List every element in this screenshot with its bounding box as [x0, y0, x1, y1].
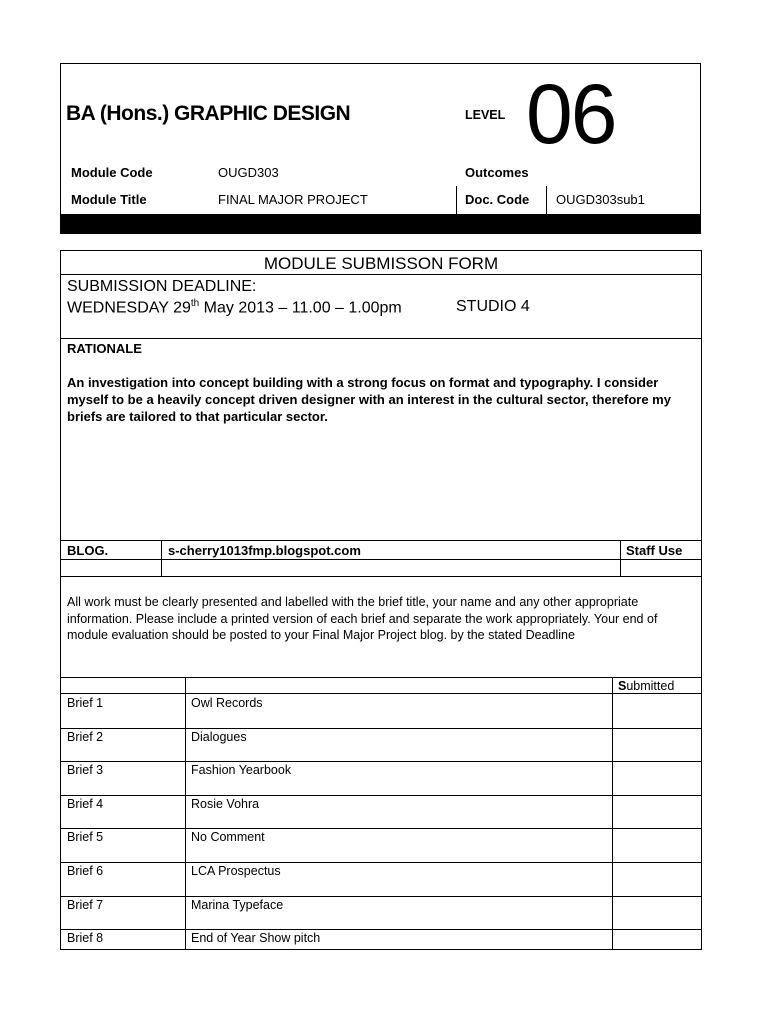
brief-row-divider: [60, 896, 702, 897]
brief-submitted-cell[interactable]: [613, 929, 701, 962]
staff-use-label: Staff Use: [626, 543, 683, 558]
submitted-header-divider: [60, 693, 702, 694]
doc-code-value: OUGD303sub1: [556, 192, 645, 207]
brief-title: Marina Typeface: [191, 897, 284, 912]
brief-submitted-cell[interactable]: [613, 694, 701, 727]
outcomes-label: Outcomes: [465, 165, 529, 180]
brief-submitted-cell[interactable]: [613, 728, 701, 761]
brief-title: No Comment: [191, 830, 265, 845]
blog-mid-divider: [60, 559, 702, 560]
brief-row-divider: [60, 795, 702, 796]
brief-title: End of Year Show pitch: [191, 931, 321, 946]
brief-title: Owl Records: [191, 696, 263, 710]
rationale-text: An investigation into concept building with a strong focus on format and typography. I consider myself to be a heavily concept driven designer with an interest in the cultural sector, therefore my briefs are tailored to that particular sector.: [67, 375, 671, 424]
brief-label: Brief 2: [67, 729, 104, 744]
blog-divider-left: [161, 540, 162, 576]
brief-label: Brief 8: [67, 931, 104, 946]
brief-row-divider: [60, 728, 702, 729]
submitted-header-rest: ubmitted: [626, 679, 675, 693]
brief-title: Rosie Vohra: [191, 796, 260, 811]
blog-label: BLOG.: [67, 543, 109, 558]
brief-submitted-cell[interactable]: [613, 761, 701, 794]
brief-row-divider: [60, 828, 702, 829]
deadline-divider: [60, 338, 702, 339]
course-title: BA (Hons.) GRAPHIC DESIGN: [66, 102, 351, 125]
brief-label: Brief 5: [67, 830, 104, 845]
rationale-label: RATIONALE: [67, 341, 142, 356]
deadline-date: May 2013 – 11.00 – 1.00pm: [199, 299, 402, 317]
module-code-label: Module Code: [71, 165, 153, 180]
module-title-label: Module Title: [71, 192, 147, 207]
brief-col-divider-1: [185, 677, 186, 950]
brief-row-divider: [60, 929, 702, 930]
form-title-divider: [60, 274, 702, 275]
level-label: LEVEL: [465, 108, 506, 122]
blog-bottom-divider: [60, 576, 702, 577]
module-title-value: FINAL MAJOR PROJECT: [218, 192, 368, 207]
form-title: MODULE SUBMISSON FORM: [263, 254, 499, 273]
blog-url[interactable]: s-cherry1013fmp.blogspot.com: [168, 543, 361, 558]
brief-label: Brief 3: [67, 763, 104, 778]
brief-row-divider: [60, 761, 702, 762]
brief-submitted-cell[interactable]: [613, 862, 701, 895]
deadline-line: [67, 298, 402, 317]
submitted-header: [618, 679, 674, 693]
module-code-value: OUGD303: [218, 165, 279, 180]
brief-label: Brief 6: [67, 864, 104, 878]
level-value: 06: [526, 67, 616, 161]
brief-submitted-cell[interactable]: [613, 795, 701, 828]
brief-title: Fashion Yearbook: [191, 763, 292, 778]
blog-divider-right: [620, 540, 621, 576]
brief-submitted-cell[interactable]: [613, 896, 701, 929]
deadline-label: SUBMISSION DEADLINE:: [67, 278, 257, 295]
header-black-bar: [60, 214, 701, 234]
header-divider-2: [546, 186, 547, 214]
deadline-sup: th: [190, 298, 200, 309]
brief-submitted-cell[interactable]: [613, 828, 701, 861]
deadline-studio: STUDIO 4: [456, 298, 530, 315]
rationale-divider: [60, 540, 702, 541]
brief-label: Brief 4: [67, 796, 104, 811]
brief-row-divider: [60, 862, 702, 863]
deadline-day: WEDNESDAY 29: [67, 299, 191, 317]
brief-title: Dialogues: [191, 729, 247, 744]
submitted-header-s: S: [618, 679, 627, 693]
brief-label: Brief 1: [67, 696, 104, 710]
header-divider-1: [456, 186, 457, 214]
doc-code-label: Doc. Code: [465, 192, 530, 207]
instructions-text: All work must be clearly presented and labelled with the brief title, your name and any other appropriate information. Please include a printed version of each brief and separate the work appropriately. Your end of module evaluation should be posted to your Final Major Project blog. by the stated Deadline: [67, 595, 658, 642]
brief-label: Brief 7: [67, 897, 104, 912]
instructions-divider: [60, 677, 702, 678]
brief-title: LCA Prospectus: [191, 864, 281, 878]
